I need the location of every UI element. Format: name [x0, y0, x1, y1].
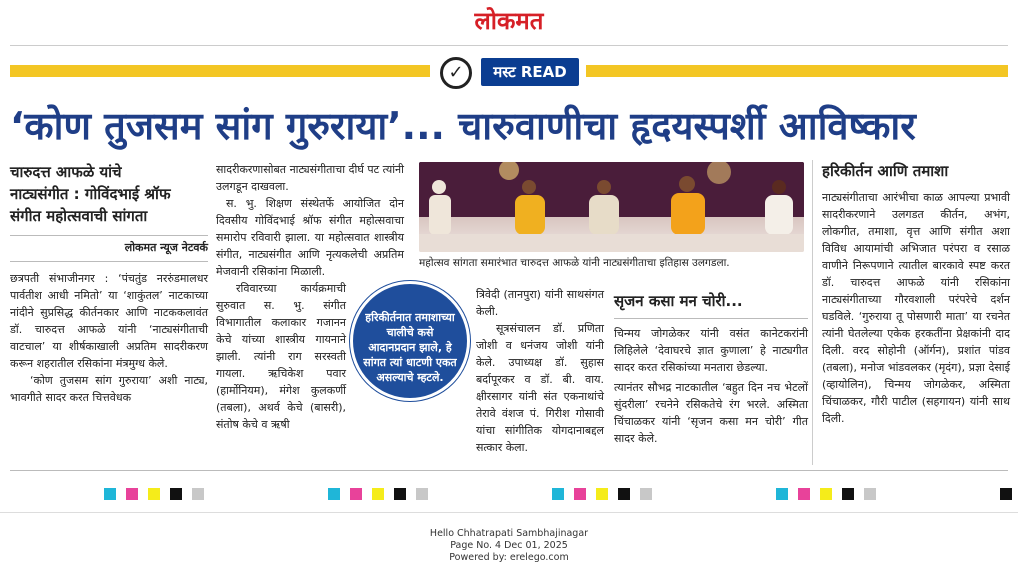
registration-swatch	[864, 488, 876, 500]
registration-swatch	[148, 488, 160, 500]
third-column	[476, 286, 604, 456]
col3-paragraph-1: त्रिवेदी (तानपुरा) यांनी साथसंगत केली.	[476, 288, 604, 318]
registration-swatch	[1000, 488, 1012, 500]
right-paragraph: नाट्यसंगीताचा आरंभीचा काळ आपल्या प्रभावी सादरीकरणाने उलगडत कीर्तन, अभंग, लोकगीत, तमाशा, वृत्त आणि संगीत अशा विविध आयामांची अभिजात परंपरा व रसाळ वाणीने निरूपणाने त्यातील बारकावे स्पष्ट करत डॉ. चारुदत्त आफळे यांनी रसिकांना नाट्यसंगीताच्या गौरवशाली परंपरेचे दर्शन घडविले. ‘गुरुराया तू पोसणारी माता’ या रचनेत त्यांनी घेतलेल्या एकेक हरकतींना प्रेक्षकांनी दाद दिली. वरद सोहोनी (ऑर्गन), प्रशांत पांडव (तबला), मनोज भांडवलकर (मृदंग), प्रज्ञा देसाई (व्हायोलिन), चिन्मय जोगळेकर, अस्मिता चिंचाळकर, गौरी पाटील (सहगायन) यांनी साथ दिली.	[822, 191, 1010, 425]
fourth-column	[614, 290, 808, 447]
registration-swatch	[842, 488, 854, 500]
registration-swatch	[776, 488, 788, 500]
footer-line-3: Powered by: erelego.com	[449, 552, 569, 563]
col4-title: सृजन कसा मन चोरी...	[614, 292, 743, 310]
page-headline: ‘कोण तुजसम सांग गुरुराया’... चारुवाणीचा हृदयस्पर्शी आविष्कार	[10, 104, 916, 148]
column-divider	[812, 160, 813, 465]
gold-bar-right	[586, 65, 1008, 77]
left-title-line-1: चारुदत्त आफळे यांचे	[10, 163, 122, 181]
col4-rule	[614, 318, 808, 319]
footer-line-1: Hello Chhatrapati Sambhajinagar	[429, 528, 589, 539]
left-rule	[10, 235, 208, 236]
right-title: हरिकीर्तन आणि तमाशा	[822, 162, 949, 180]
gold-bar-left	[10, 65, 430, 77]
performers-illustration	[419, 162, 804, 252]
registration-swatch	[104, 488, 116, 500]
left-paragraph-2: ‘कोण तुजसम सांग गुरुराया’ अशी नाट्य, भावगीते सादर करत चित्तवेधक	[10, 374, 208, 404]
check-logo-icon: ✓	[440, 57, 472, 89]
right-column	[822, 160, 1010, 427]
col2-paragraph-3: रविवारच्या कार्यक्रमाची सुरुवात स. भु. संगीत विभागातील कलाकार गजानन केचे यांच्या शास्त्रीय गायनाने झाली. त्यांनी राग सरस्वती गायला. ऋचिकेश पवार (हार्मोनियम), मंगेश कुलकर्णी (तबला), अथर्व केचे (बासरी), संतोष केचे व ऋषी	[216, 282, 346, 431]
top-divider	[10, 45, 1008, 46]
registration-swatch	[394, 488, 406, 500]
footer-rule	[0, 512, 1018, 513]
col4-paragraph-1: चिन्मय जोगळेकर यांनी वसंत कानेटकरांनी लिहिलेले ‘देवाघरचे ज्ञात कुणाला’ हे नाट्यगीत सादर करत रसिकांच्या मनतारा छेडल्या.	[614, 327, 808, 374]
concert-photo	[419, 162, 804, 252]
left-paragraph-1: छत्रपती संभाजीनगर : ‘पंचतुंड नररुंडमालधर पार्वतीश आधी नमितो’ या ‘शाकुंतल’ नाटकाच्या नांदीने सुप्रसिद्ध कीर्तनकार आणि नाटककलावंत डॉ. चारुदत्त आफळे यांनी ‘नाट्यसंगीताची वाटचाल’ या शीर्षकाखाली अप्रतिम सादरीकरण करून शहरातील रसिकांना मंत्रमुग्ध केले.	[10, 272, 208, 370]
registration-swatch	[372, 488, 384, 500]
col4-paragraph-2: त्यानंतर सौभद्र नाटकातील ‘बहुत दिन नच भेटलों सुंदरीला’ रचनेने रसिकतेचे रंग भरले. अस्मिता चिंचाळकर यांनी ‘सृजन कसा मन चोरी’ गीत सादर केले.	[614, 381, 808, 445]
registration-swatch	[328, 488, 340, 500]
registration-swatch	[798, 488, 810, 500]
photo-caption: महोत्सव सांगता समारंभात चारुदत्त आफळे यांनी नाट्यसंगीताचा इतिहास उलगडला.	[419, 257, 730, 269]
footer-line-2: Page No. 4 Dec 01, 2025	[450, 540, 568, 551]
color-registration-strip	[0, 488, 1018, 502]
registration-swatch	[350, 488, 362, 500]
left-title-line-2: नाट्यसंगीत : गोविंदभाई श्रॉफ	[10, 185, 171, 203]
registration-swatch	[640, 488, 652, 500]
byline: लोकमत न्यूज नेटवर्क	[124, 241, 208, 254]
left-rule-2	[10, 261, 208, 262]
registration-swatch	[618, 488, 630, 500]
pullquote-circle: हरिकीर्तनात तमाशाच्या चालीचे कसे आदानप्रदान झाले, हे सांगत त्यां धाटणी एकत असल्याचे म्हटले.	[350, 281, 470, 401]
registration-swatch	[170, 488, 182, 500]
bottom-rule	[10, 470, 1008, 471]
registration-swatch	[574, 488, 586, 500]
col2-paragraph-1: सादरीकरणासोबत नाट्यसंगीताचा दीर्घ पट त्यांनी उलगडून दाखवला.	[216, 163, 404, 193]
registration-swatch	[192, 488, 204, 500]
registration-swatch	[126, 488, 138, 500]
registration-swatch	[416, 488, 428, 500]
masthead-logo: लोकमत	[474, 6, 544, 35]
left-title-line-3: संगीत महोत्सवाची सांगता	[10, 207, 148, 225]
left-column	[10, 161, 208, 406]
registration-swatch	[596, 488, 608, 500]
registration-swatch	[552, 488, 564, 500]
registration-swatch	[820, 488, 832, 500]
must-read-badge: मस्ट READ	[481, 58, 579, 86]
col3-paragraph-2: सूत्रसंचालन डॉ. प्रणिता जोशी व धनंजय जोशी यांनी केले. उपाध्यक्ष डॉ. सुहास बर्दापूरकर व डॉ. बी. वाय. क्षीरसागर यांनी संत एकनाथांचे तेरावे वंशज पं. गिरीश गोसावी यांचा सांगीतिक योगदानाबद्दल सत्कार केला.	[476, 322, 604, 454]
col2-paragraph-2: स. भु. शिक्षण संस्थेतर्फे आयोजित दोन दिवसीय गोविंदभाई श्रॉफ संगीत महोत्सवाचा समारोप रविवारी झाला. या महोत्सवात शास्त्रीय संगीत, नाट्यसंगीत आणि नृत्यकलेची अप्रतिम मेजवानी रसिकांना मिळाली.	[216, 197, 404, 278]
